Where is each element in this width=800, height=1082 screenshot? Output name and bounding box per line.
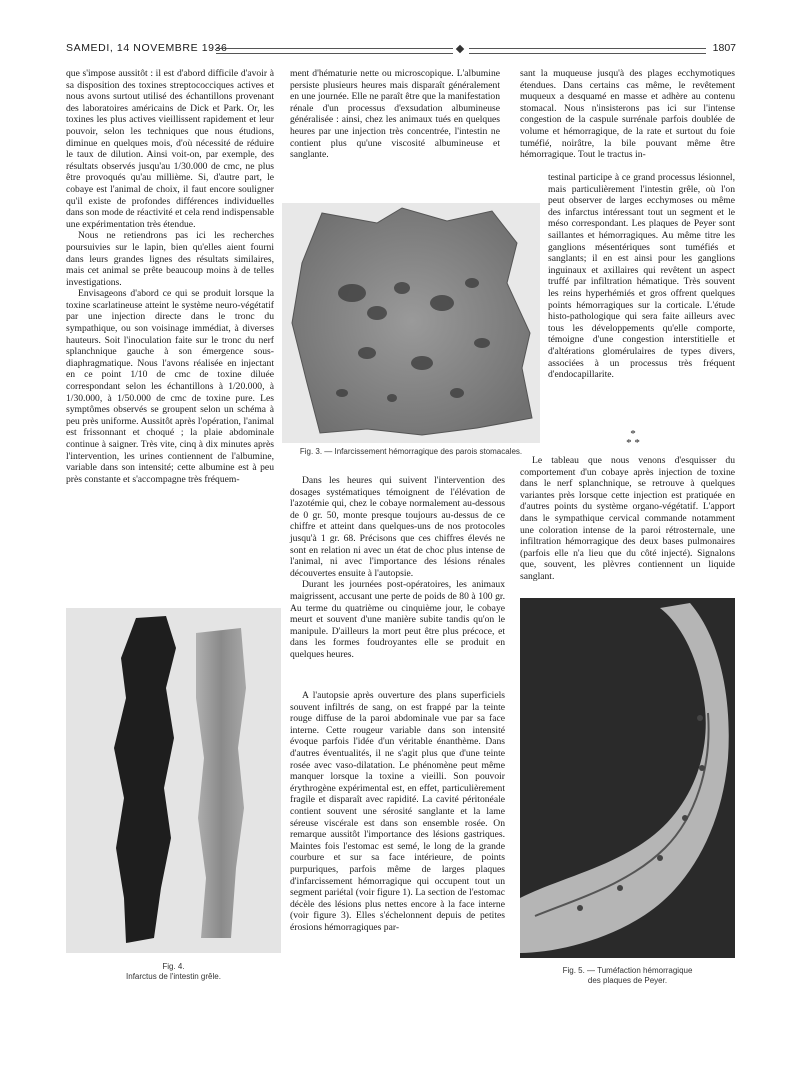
figure-3-illustration xyxy=(282,203,540,443)
figure-4-caption-line: Infarctus de l'intestin grêle. xyxy=(126,972,221,981)
header-date: SAMEDI, 14 NOVEMBRE 1936 xyxy=(66,42,228,54)
column-2-top-text xyxy=(290,68,500,161)
figure-4-photo xyxy=(66,608,281,953)
col2-paragraph: ment d'hématurie nette ou microscopique. L'albumine persiste plusieurs heures mais disparaît généralement en une journée. Elle ne paraît être que la manifestation rénale d'un processus d'exsudation albumineuse généralisée : ainsi, chez les animaux tués en quelques heures par une injection très concentrée, l'intestin ne contient plus qu'une viscosité albumineuse et sanglante. xyxy=(290,68,500,161)
figure-4-caption xyxy=(66,962,281,982)
col1-paragraph: que s'impose aussitôt : il est d'abord difficile d'avoir à sa disposition des toxines streptococciques actives et nous avons surtout utilisé des échantillons provenant des laboratoires américains de Dick et Park. Or, les toxines les plus actives vieillissent rapidement et leur pouvoir, selon les techniques que nous étudions, diminue en quelques mois, d'où nécessité de réduire le taux de dilution. Ainsi voit-on, par exemple, des résultats observés jusqu'au 1/30.000 de cmc, ne plus être provoqués qu'au millième. Si, d'autre part, le cobaye est l'animal de choix, il faut encore souligner qu'il existe de profondes différences individuelles dans son mode de réactivité et cela rend indispensable une expérimentation très étendue. xyxy=(66,68,274,230)
col1-paragraph: Nous ne retiendrons pas ici les recherches poursuivies sur le lapin, bien qu'elles aient fourni dans leurs grandes lignes des résultats similaires, mais cet animal se prête beaucoup moins à de telles investigations. xyxy=(66,230,274,288)
figure-5-caption-line: Fig. 5. — Tuméfaction hémorragique xyxy=(562,966,693,975)
running-header xyxy=(66,42,736,58)
figure-5-illustration xyxy=(520,598,735,958)
col2-paragraph: A l'autopsie après ouverture des plans superficiels souvent infiltrés de sang, on est frappé par la teinte rouge diffuse de la paroi abdominale vue par sa face interne. Cette rougeur variable dans son intensité évoque parfois l'idée d'un véritable énanthème. Dans d'autres éventualités, il ne s'agit plus que d'une teinte rosée avec vaso-dilatation. Le phénomène peut même manquer lorsque la toxine a vieilli. Son pouvoir érythrogène expérimental est, en effet, particulièrement fragile et disparaît avec rapidité. La cavité péritonéale contient souvent une sérosité sanglante et la lame séreuse viscérale est dans son ensemble rosée. On remarque aussitôt l'importance des lésions gastriques. Maintes fois l'estomac est semé, le long de la grande courbure et sur sa face intérieure, de points purpuriques, parfois même de larges plaques d'infarcissement hémorragique qui occupent tout un segment pariétal (voir figure 1). La section de l'estomac décèle des lésions plus nettes encore à la face interne (voir figure 3). Elles s'échelonnent depuis de petites érosions hémorragiques par- xyxy=(290,690,505,933)
col2-paragraph: Dans les heures qui suivent l'intervention des dosages systématiques témoignent de l'élévation de l'azotémie qui, chez le cobaye normalement au-dessous de 0 gr. 50, monte presque toujours au-dessus de ce chiffre et atteint dans quelques-uns de nos protocoles jusqu'à 1 gr. 68. Précisons que ces chiffres élevés ne sont en relation ni avec un état de choc plus intense de l'animal, ni avec l'importance des lésions rénales découvertes ensuite à l'autopsie. xyxy=(290,475,505,579)
figure-5-caption xyxy=(520,966,735,986)
col3-paragraph: Le tableau que nous venons d'esquisser du comportement d'un cobaye après injection de toxine dans le nerf splanchnique, se retrouve à quelques variantes près lorsque cette injection est pratiquée en d'autres points du système organo-végétatif. L'apport dans le sympathique cervical commande notamment une coloration intense de la paroi rétrosternale, une infiltration hémorragique des deux bases pulmonaires (parfois elle n'a lieu que du côté injecté). Signalons que, souvent, les plèvres contiennent un liquide sanglant. xyxy=(520,455,735,582)
figure-4-caption-line: Fig. 4. xyxy=(162,962,185,971)
col3-paragraph: sant la muqueuse jusqu'à des plages ecchymotiques étendues. Dans certains cas même, le revêtement muqueux a desquamé en masse et adhère au contenu stomacal. Nous n'insisterons pas ici sur l'intense congestion de la caspule surrénale parfois doublée de volume et hémorragique, de la rate et surtout du foie tuméfié, noirâtre, la bile pouvant même être hémorragique. Tout le tractus in- xyxy=(520,68,735,161)
figure-3-photo xyxy=(282,203,540,443)
column-3-bottom-text xyxy=(520,455,735,583)
column-2-middle-text xyxy=(290,475,505,661)
header-diamond-ornament xyxy=(456,45,464,53)
figure-5-caption-line: des plaques de Peyer. xyxy=(587,976,668,985)
figure-4-illustration xyxy=(66,608,281,953)
column-3-middle-text xyxy=(548,172,735,381)
col1-paragraph: Envisageons d'abord ce qui se produit lorsque la toxine scarlatineuse atteint le système neuro-végétatif par une injection directe dans le tronc du sympathique, ou son voisinage immédiat, à diverses hauteurs. Soit l'inoculation faite sur le tronc du nerf splanchnique gauche à son émergence sous-diaphragmatique. Nous l'avons réalisée en injectant en ce point 1/10 de cmc de toxine diluée correspondant selon les échantillons à 1/20.000, à 1/30.000, à 1/50.000 de cmc de toxine pure. Les symptômes observés se groupent selon un schéma à peu près uniforme. Aussitôt après l'opération, l'animal est frissonnant et choqué ; la plaie abdominale continue à saigner. Très vite, cinq à dix minutes après l'intervention, les urines contiennent de l'albumine, variable dans son intensité; cette albumine est à peu près constante et s'accompagne très fréquem- xyxy=(66,288,274,485)
column-2-bottom-text xyxy=(290,690,505,933)
header-rule-right xyxy=(469,48,706,54)
column-3-top-text xyxy=(520,68,735,161)
header-rule-left xyxy=(216,48,453,54)
section-separator-stars: * * * xyxy=(626,428,640,449)
figure-5-photo xyxy=(520,598,735,958)
column-1-text xyxy=(66,68,274,485)
page-number: 1807 xyxy=(712,42,736,54)
col2-paragraph: Durant les journées post-opératoires, les animaux maigrissent, accusant une perte de poids de 80 à 100 gr. Au terme du quatrième ou cinquième jour, le cobaye meurt et souvent d'une manière subite tandis qu'on le manipule. D'ailleurs la mort peut être plus précoce, et dans les formes foudroyantes elle se produit en quelques heures. xyxy=(290,579,505,660)
figure-3-caption: Fig. 3. — Infarcissement hémorragique des parois stomacales. xyxy=(299,447,523,456)
col3-paragraph: testinal participe à ce grand processus lésionnel, mais particulièrement l'intestin grêle, où l'on peut observer de larges ecchymoses ou même des infarctus intéressant tout un segment et le méso correspondant. Les plaques de Peyer sont saillantes et hémorragiques. Au même titre les ganglions mésentériques sont tuméfiés et sanglants; il en est ainsi pour les ganglions inguinaux et axillaires qui revêtent un aspect truffé par infiltration hématique. Très souvent les reins hyperhémiés et gros offrent quelques points hémorragiques sur la corticale. L'étude histo-pathologique qui sera faite ailleurs avec tous les développements qu'elle comporte, témoigne d'une congestion interstitielle et d'altérations glomérulaires de types divers, associées à un processus très fréquent d'endocapillarite. xyxy=(548,172,735,381)
